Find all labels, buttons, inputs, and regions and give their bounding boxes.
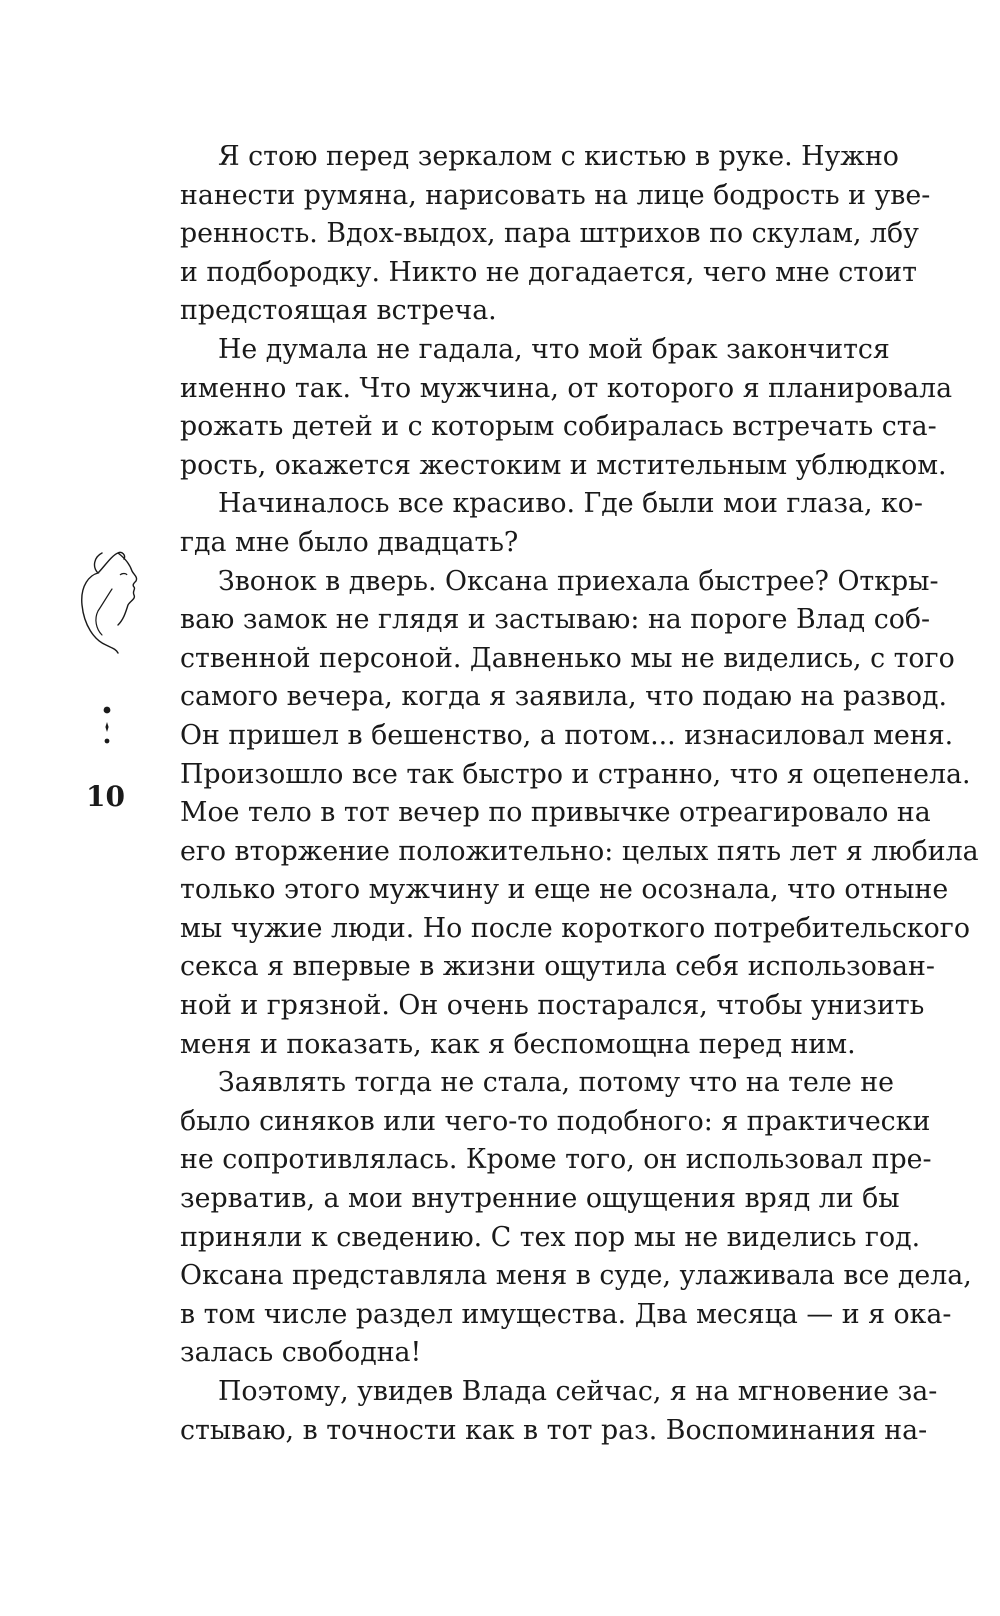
ornament-dots-icon <box>95 705 125 755</box>
text-line: предстоящая встреча. <box>180 295 497 327</box>
paragraph <box>180 331 953 485</box>
text-line: ренность. Вдох-выдох, пара штрихов по скулам, лбу <box>180 218 919 250</box>
text-line: Я стою перед зеркалом с кистью в руке. Нужно <box>218 141 899 172</box>
text-line: нанести румяна, нарисовать на лице бодрость и уве- <box>180 179 931 211</box>
text-line: было синяков или чего-то подобного: я практически <box>180 1105 931 1137</box>
text-line: Звонок в дверь. Оксана приехала быстрее? Откры- <box>218 565 939 597</box>
paragraph <box>180 138 931 331</box>
text-line: меня и показать, как я беспомощна перед ним. <box>180 1028 856 1060</box>
text-line: не сопротивлялась. Кроме того, он использовал пре- <box>180 1144 932 1176</box>
paragraph <box>180 485 923 562</box>
text-line: Поэтому, увидев Влада сейчас, я на мгновение за- <box>218 1376 938 1407</box>
text-line: Не думала не гадала, что мой брак закончится <box>218 333 890 365</box>
text-line: рожать детей и с которым собиралась встречать ста- <box>180 411 937 443</box>
text-line: ной и грязной. Он очень постарался, чтобы унизить <box>180 990 925 1022</box>
face-line-art-icon <box>72 545 152 665</box>
text-line: и подбородку. Никто не догадается, чего мне стоит <box>180 256 917 288</box>
text-line: секса я впервые в жизни ощутила себя использован- <box>180 951 935 983</box>
text-line: Мое тело в тот вечер по привычке отреагировало на <box>180 797 931 829</box>
body-text <box>180 138 979 1450</box>
text-line: Начиналось все красиво. Где были мои глаза, ко- <box>218 488 923 520</box>
page-number: 10 <box>86 780 125 813</box>
text-line: самого вечера, когда я заявила, что подаю на развод. <box>180 681 947 713</box>
text-line: гда мне было двадцать? <box>180 526 519 558</box>
text-line: Оксана представляла меня в суде, улаживала все дела, <box>180 1260 972 1292</box>
text-line: приняли к сведению. С тех пор мы не виделись год. <box>180 1221 921 1253</box>
paragraph <box>180 563 979 1065</box>
text-line: стываю, в точности как в тот раз. Воспоминания на- <box>180 1414 928 1446</box>
text-line: мы чужие люди. Но после короткого потребительского <box>180 912 970 944</box>
text-line: ственной персоной. Давненько мы не виделись, с того <box>180 642 955 674</box>
text-line: его вторжение положительно: целых пять лет я любила <box>180 835 979 867</box>
paragraph <box>180 1373 938 1450</box>
text-line: ваю замок не глядя и застываю: на пороге Влад соб- <box>180 604 931 636</box>
text-line: Произошло все так быстро и странно, что я оцепенела. <box>180 758 971 790</box>
text-line: Он пришел в бешенство, а потом... изнасиловал меня. <box>180 719 954 751</box>
text-line: именно так. Что мужчина, от которого я планировала <box>180 372 953 404</box>
text-line: рость, окажется жестоким и мстительным ублюдком. <box>180 449 947 481</box>
text-line: Заявлять тогда не стала, потому что на теле не <box>218 1067 895 1099</box>
text-line: только этого мужчину и еще не осознала, что отныне <box>180 874 949 906</box>
paragraph <box>180 1064 972 1373</box>
text-line: залась свободна! <box>180 1337 422 1369</box>
text-line: зерватив, а мои внутренние ощущения вряд ли бы <box>180 1183 900 1215</box>
text-line: в том числе раздел имущества. Два месяца — и я ока- <box>180 1298 952 1330</box>
